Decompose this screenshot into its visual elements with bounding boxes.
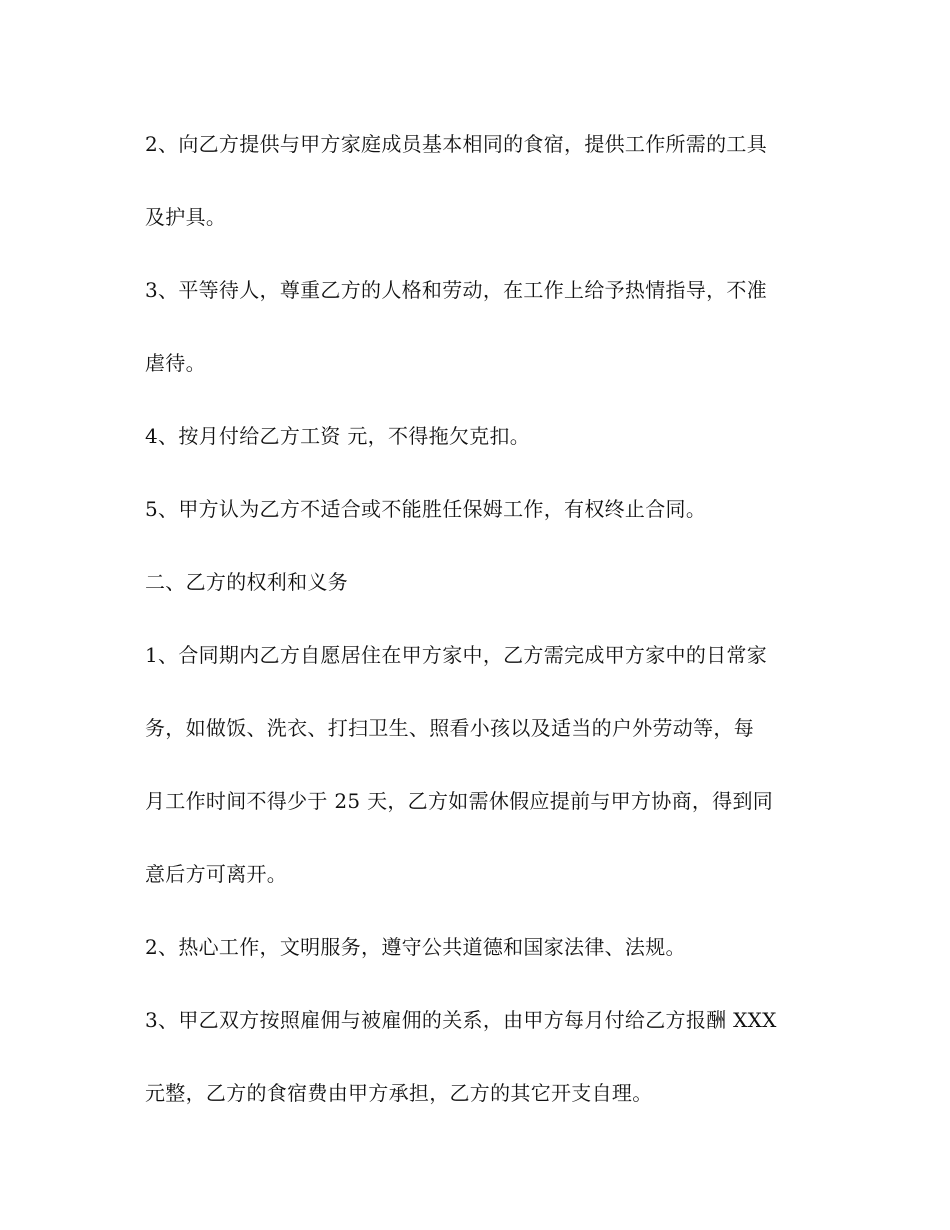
paragraph-line: 2、热心工作，文明服务，遵守公共道德和国家法律、法规。	[145, 935, 686, 959]
paragraph-line: 元整，乙方的食宿费由甲方承担，乙方的其它开支自理。	[145, 1081, 653, 1105]
paragraph-line: 意后方可离开。	[145, 862, 288, 886]
section-heading: 二、乙方的权利和义务	[145, 570, 348, 594]
paragraph-line: 3、平等待人，尊重乙方的人格和劳动，在工作上给予热情指导，不准	[145, 278, 768, 302]
paragraph-line: 4、按月付给乙方工资 元，不得拖欠克扣。	[145, 424, 531, 448]
paragraph-line: 3、甲乙双方按照雇佣与被雇佣的关系，由甲方每月付给乙方报酬 XXX	[145, 1008, 777, 1032]
paragraph-line: 1、合同期内乙方自愿居住在甲方家中，乙方需完成甲方家中的日常家	[145, 643, 768, 667]
paragraph-line: 5、甲方认为乙方不适合或不能胜任保姆工作，有权终止合同。	[145, 497, 707, 521]
paragraph-line: 月工作时间不得少于 25 天，乙方如需休假应提前与甲方协商，得到同	[145, 789, 774, 813]
paragraph-line: 虐待。	[145, 351, 206, 375]
paragraph-line: 务，如做饭、洗衣、打扫卫生、照看小孩以及适当的户外劳动等，每	[145, 716, 754, 740]
paragraph-line: 2、向乙方提供与甲方家庭成员基本相同的食宿，提供工作所需的工具	[145, 132, 768, 156]
paragraph-line: 及护具。	[145, 205, 227, 229]
